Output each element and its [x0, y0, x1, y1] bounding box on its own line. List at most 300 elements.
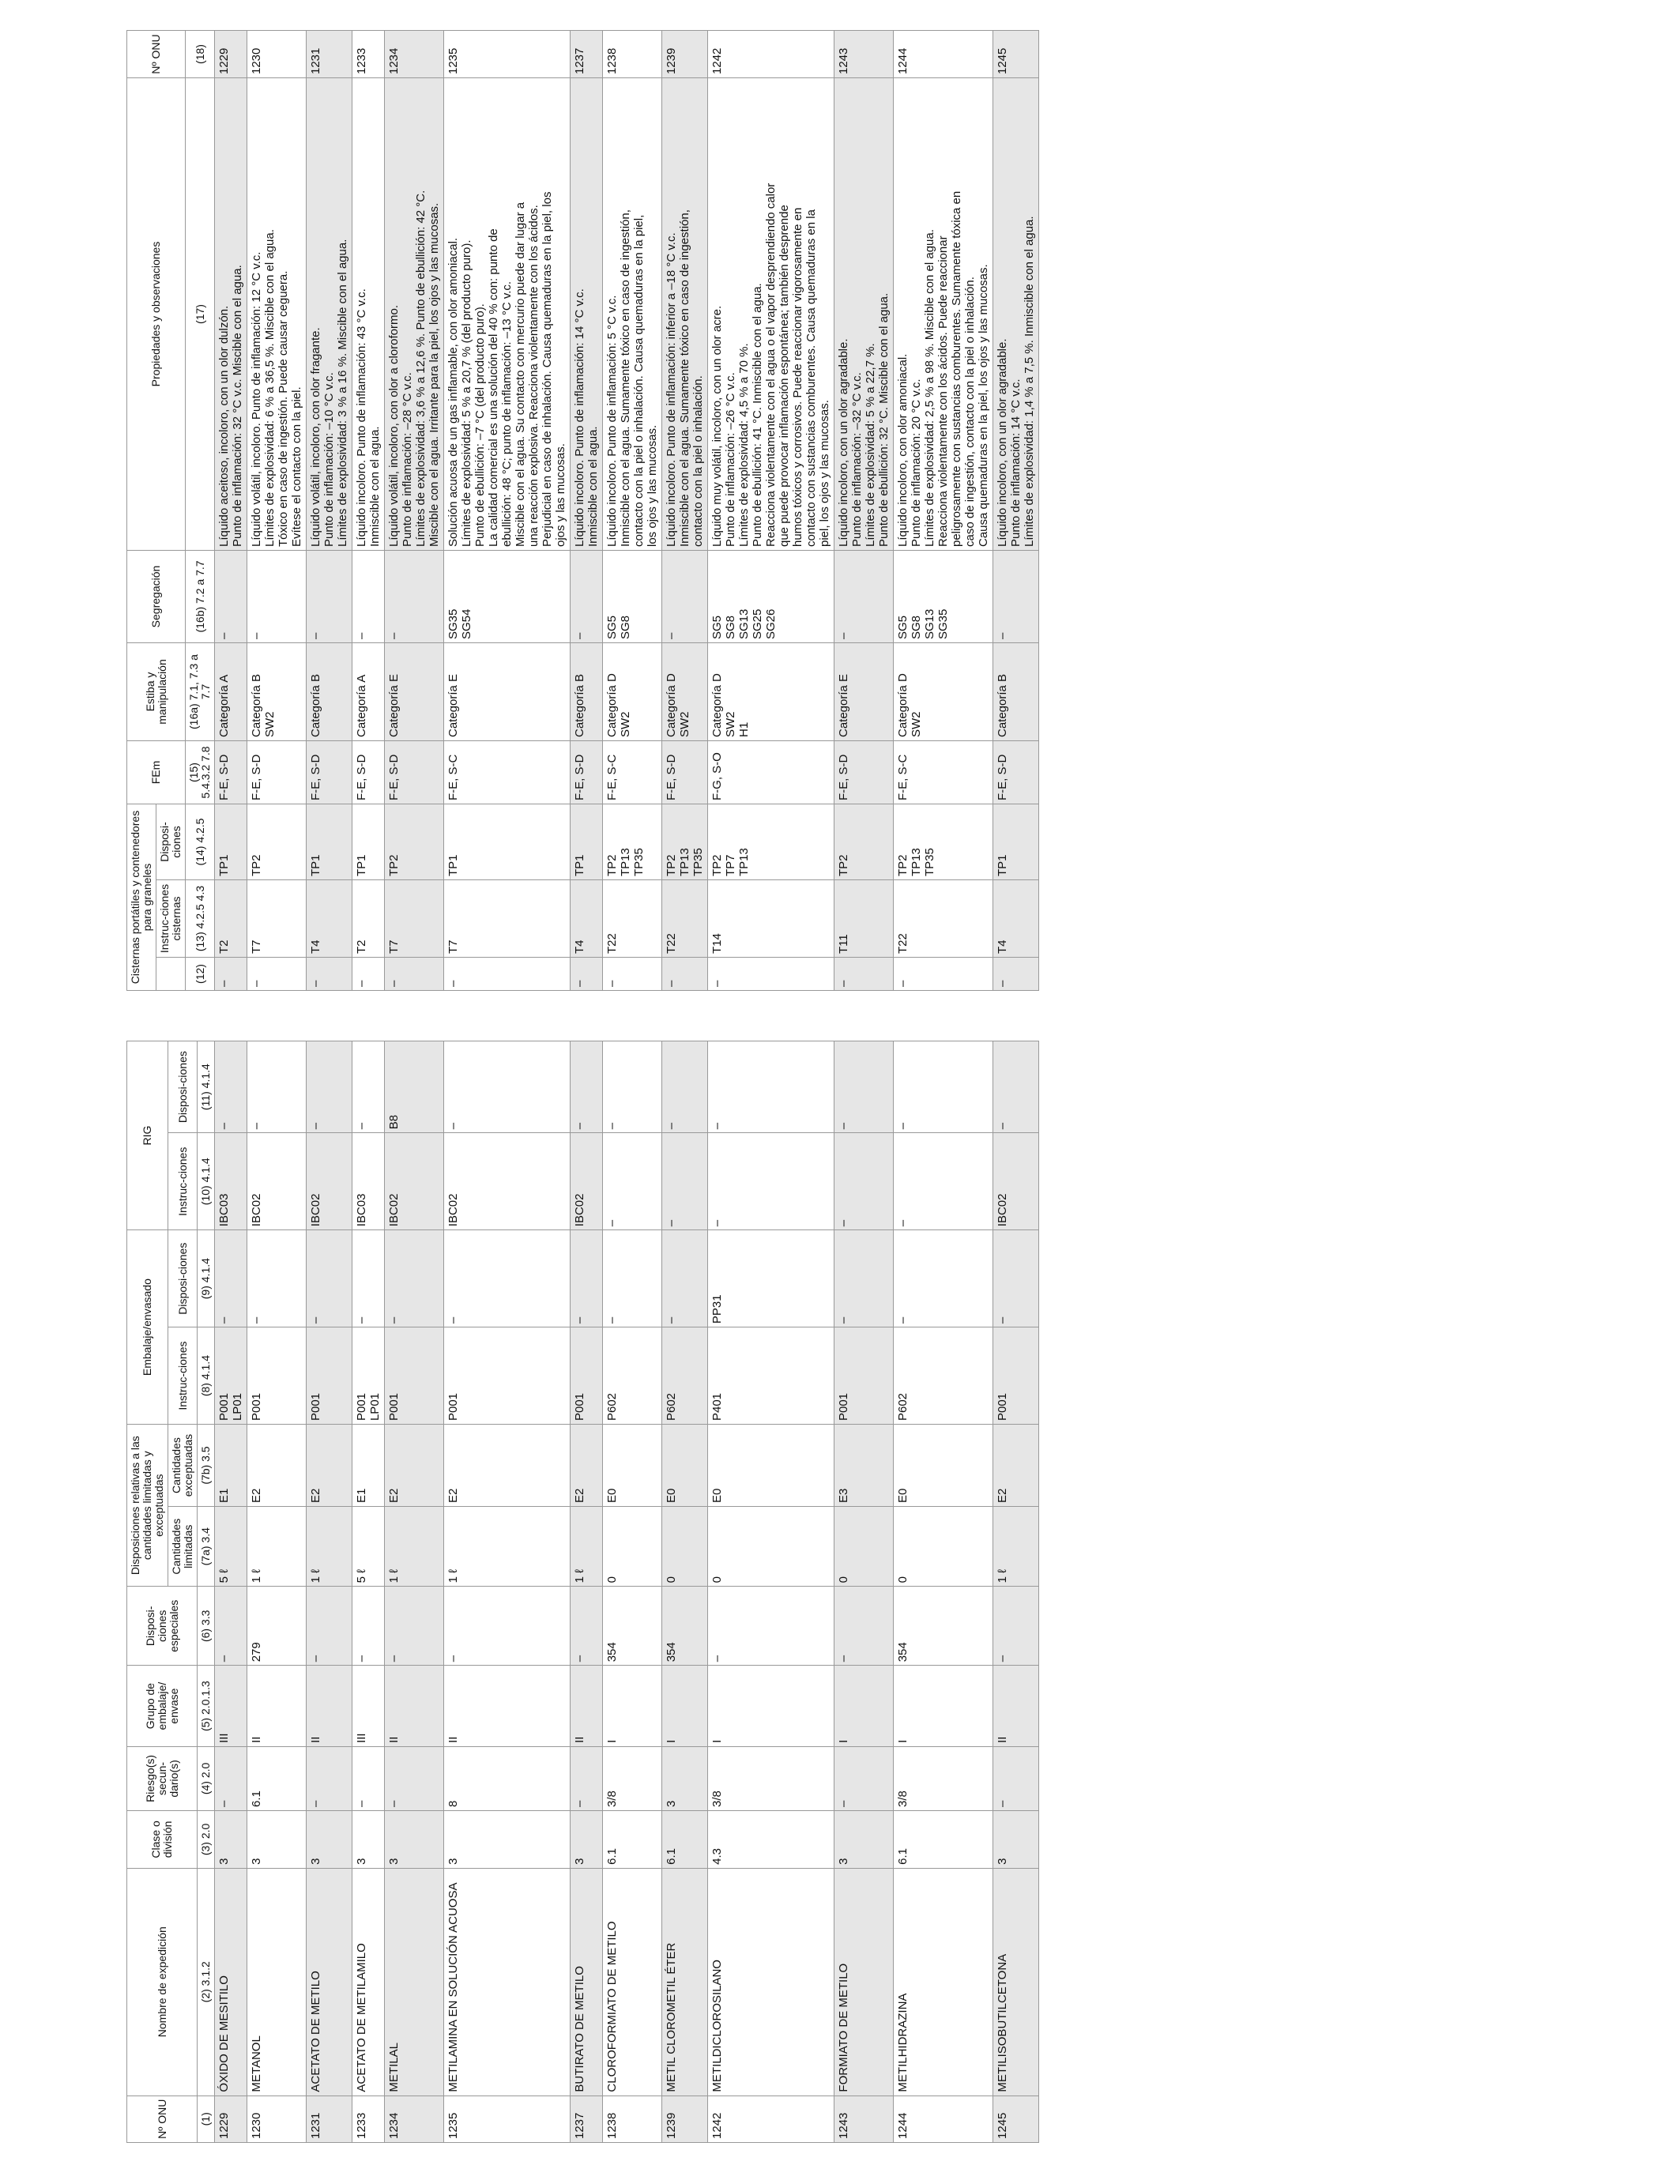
- ibc-instructions: IBC03: [215, 1133, 247, 1230]
- special-provisions: –: [834, 1587, 894, 1666]
- un-number: 1243: [834, 2096, 894, 2142]
- packing-provisions: –: [603, 1230, 662, 1327]
- packing-provisions: –: [385, 1230, 444, 1327]
- un-number: 1245: [993, 31, 1039, 78]
- special-provisions: –: [993, 1587, 1039, 1666]
- limited-quantity: 1 ℓ: [247, 1507, 307, 1587]
- header-rig-disp: Disposi-ciones: [168, 1041, 198, 1133]
- packing-instructions: P602: [662, 1327, 708, 1425]
- column-ref-number: (14) 4.2.5: [186, 804, 215, 880]
- special-provisions: 354: [662, 1587, 708, 1666]
- ibc-instructions: IBC02: [247, 1133, 307, 1230]
- ems: F-E, S-D: [662, 741, 708, 804]
- shipping-name: ACETATO DE METILAMILO: [352, 1868, 385, 2096]
- packing-provisions: –: [894, 1230, 993, 1327]
- un-number: 1238: [603, 2096, 662, 2142]
- stowage-handling: Categoría D SW2 H1: [708, 643, 834, 741]
- table-row: [247, 31, 307, 991]
- table-row: [444, 1041, 571, 2143]
- table-row: [571, 31, 603, 991]
- tank-instructions: T4: [571, 880, 603, 958]
- ibc-provisions: –: [444, 1041, 571, 1133]
- right-table-section: [126, 31, 1039, 991]
- special-provisions: –: [708, 1587, 834, 1666]
- table-row: [603, 31, 662, 991]
- packing-instructions: P001: [385, 1327, 444, 1425]
- properties-observations: Líquido volátil, incoloro. Punto de inflamación: 12 °C v.c. Límites de explosividad: 6 % a 36,5 %. Miscible con el agua. Tóxico en caso de ingestión. Puede causar ceguera. Evítese el contacto con la piel.: [247, 78, 307, 551]
- packing-provisions: –: [834, 1230, 894, 1327]
- tank-provisions: TP1: [444, 804, 571, 880]
- ibc-instructions: –: [834, 1133, 894, 1230]
- packing-provisions: –: [662, 1230, 708, 1327]
- segregation: –: [352, 551, 385, 643]
- packing-instructions: P001: [993, 1327, 1039, 1425]
- packing-group: II: [385, 1666, 444, 1747]
- table-row: [834, 31, 894, 991]
- header-grupo: Grupo de embalaje/ envase: [127, 1666, 198, 1747]
- column-ref-number: (7b) 3.5: [198, 1425, 215, 1507]
- ems: F-E, S-D: [247, 741, 307, 804]
- packing-provisions: –: [307, 1230, 352, 1327]
- column-12: –: [993, 958, 1039, 991]
- column-ref-number: (8) 4.1.4: [198, 1327, 215, 1425]
- tank-provisions: TP1: [571, 804, 603, 880]
- stowage-handling: Categoría A: [352, 643, 385, 741]
- packing-instructions: P001: [247, 1327, 307, 1425]
- stowage-handling: Categoría B: [571, 643, 603, 741]
- segregation: –: [834, 551, 894, 643]
- packing-provisions: –: [247, 1230, 307, 1327]
- ibc-provisions: –: [708, 1041, 834, 1133]
- dangerous-goods-table-left: [126, 1041, 1039, 2143]
- header-name: Nombre de expedición: [127, 1868, 198, 2096]
- un-number: 1234: [385, 2096, 444, 2142]
- class: 6.1: [894, 1810, 993, 1868]
- packing-group: I: [603, 1666, 662, 1747]
- tank-provisions: TP1: [352, 804, 385, 880]
- header-embalaje: Embalaje/envasado: [127, 1230, 168, 1425]
- un-number: 1244: [894, 2096, 993, 2142]
- tank-provisions: TP2: [247, 804, 307, 880]
- tank-instructions: T2: [352, 880, 385, 958]
- table-row: [662, 1041, 708, 2143]
- header-estiba: Estiba y manipulación: [127, 643, 186, 741]
- tank-provisions: TP2 TP13 TP35: [603, 804, 662, 880]
- ems: F-E, S-D: [352, 741, 385, 804]
- ibc-provisions: –: [215, 1041, 247, 1133]
- packing-instructions: P001 LP01: [352, 1327, 385, 1425]
- ibc-instructions: –: [662, 1133, 708, 1230]
- table-row: [385, 31, 444, 991]
- header-cant-lim: Cantidades limitadas: [168, 1507, 198, 1587]
- excepted-quantity: E0: [708, 1425, 834, 1507]
- secondary-risk: 3/8: [894, 1746, 993, 1810]
- shipping-name: METILISOBUTILCETONA: [993, 1868, 1039, 2096]
- class: 3: [571, 1810, 603, 1868]
- class: 3: [352, 1810, 385, 1868]
- secondary-risk: 6.1: [247, 1746, 307, 1810]
- header-fem: FEm: [127, 741, 186, 804]
- column-12: –: [662, 958, 708, 991]
- ibc-instructions: IBC03: [352, 1133, 385, 1230]
- ibc-instructions: –: [708, 1133, 834, 1230]
- properties-observations: Líquido aceitoso, incoloro, con un olor dulzón. Punto de inflamación: 32 °C v.c. Miscible con el agua.: [215, 78, 247, 551]
- un-number: 1237: [571, 31, 603, 78]
- tank-instructions: T4: [993, 880, 1039, 958]
- secondary-risk: 8: [444, 1746, 571, 1810]
- limited-quantity: 1 ℓ: [385, 1507, 444, 1587]
- excepted-quantity: E2: [307, 1425, 352, 1507]
- table-row: [834, 1041, 894, 2143]
- table-row: [708, 31, 834, 991]
- class: 3: [247, 1810, 307, 1868]
- shipping-name: ACETATO DE METILO: [307, 1868, 352, 2096]
- column-12: –: [307, 958, 352, 991]
- column-12: –: [385, 958, 444, 991]
- un-number: 1235: [444, 2096, 571, 2142]
- packing-group: I: [834, 1666, 894, 1747]
- ems: F-E, S-D: [215, 741, 247, 804]
- special-provisions: –: [352, 1587, 385, 1666]
- header-propiedades: Propiedades y observaciones: [127, 78, 186, 551]
- stowage-handling: Categoría B SW2: [247, 643, 307, 741]
- properties-observations: Líquido incoloro. Punto de inflamación: 5 °C v.c. Inmiscible con el agua. Sumamente tóxico en caso de ingestión, contacto con la piel o inhalación. Causa quemaduras en la piel, los ojos y las mucosas.: [603, 78, 662, 551]
- packing-group: II: [307, 1666, 352, 1747]
- packing-instructions: P602: [894, 1327, 993, 1425]
- stowage-handling: Categoría D SW2: [603, 643, 662, 741]
- ibc-provisions: –: [834, 1041, 894, 1133]
- column-ref-number: (13) 4.2.5 4.3: [186, 880, 215, 958]
- tank-instructions: T22: [894, 880, 993, 958]
- tank-instructions: T22: [603, 880, 662, 958]
- segregation: SG35 SG54: [444, 551, 571, 643]
- column-ref-number: (17): [186, 78, 215, 551]
- excepted-quantity: E2: [571, 1425, 603, 1507]
- special-provisions: –: [571, 1587, 603, 1666]
- header-clase: Clase o división: [127, 1810, 198, 1868]
- class: 3: [444, 1810, 571, 1868]
- special-provisions: 354: [894, 1587, 993, 1666]
- un-number: 1229: [215, 2096, 247, 2142]
- limited-quantity: 1 ℓ: [571, 1507, 603, 1587]
- column-12: –: [444, 958, 571, 991]
- ems: F-E, S-C: [894, 741, 993, 804]
- tank-instructions: T2: [215, 880, 247, 958]
- ibc-provisions: –: [894, 1041, 993, 1133]
- un-number: 1244: [894, 31, 993, 78]
- secondary-risk: –: [307, 1746, 352, 1810]
- table-row: [247, 1041, 307, 2143]
- packing-group: I: [894, 1666, 993, 1747]
- segregation: –: [307, 551, 352, 643]
- segregation: SG5 SG8 SG13 SG35: [894, 551, 993, 643]
- shipping-name: BUTIRATO DE METILO: [571, 1868, 603, 2096]
- table-row: [662, 31, 708, 991]
- column-12: –: [708, 958, 834, 991]
- header-un-right: Nº ONU: [127, 31, 186, 78]
- left-table-section: [126, 1041, 1039, 2143]
- excepted-quantity: E2: [444, 1425, 571, 1507]
- column-ref-number: (12): [186, 958, 215, 991]
- excepted-quantity: E3: [834, 1425, 894, 1507]
- ibc-provisions: –: [662, 1041, 708, 1133]
- class: 3: [307, 1810, 352, 1868]
- header-rig-instr: Instruc-ciones: [168, 1133, 198, 1230]
- header-cist-disp: Disposi-ciones: [156, 804, 186, 880]
- un-number: 1231: [307, 31, 352, 78]
- ems: F-E, S-C: [603, 741, 662, 804]
- special-provisions: 279: [247, 1587, 307, 1666]
- table-row: [352, 31, 385, 991]
- column-ref-number: (18): [186, 31, 215, 78]
- table-row: [603, 1041, 662, 2143]
- secondary-risk: –: [215, 1746, 247, 1810]
- ibc-instructions: IBC02: [571, 1133, 603, 1230]
- header-cantidades: Disposiciones relativas a las cantidades limitadas y exceptuadas: [127, 1425, 168, 1587]
- packing-group: III: [215, 1666, 247, 1747]
- un-number: 1242: [708, 31, 834, 78]
- header-cisternas: Cisternas portátiles y contenedores para graneles: [127, 804, 156, 991]
- excepted-quantity: E0: [603, 1425, 662, 1507]
- shipping-name: METANOL: [247, 1868, 307, 2096]
- secondary-risk: 3/8: [708, 1746, 834, 1810]
- segregation: –: [247, 551, 307, 643]
- properties-observations: Líquido muy volátil, incoloro, con un olor acre. Punto de inflamación: –26 °C v.c. Límites de explosividad: 4,5 % a 70 %. Punto de ebullición: 41 °C. Inmiscible con el agua. Reacciona violentamente con el agua o el vapor desprendiendo calor que puede provocar inflamación espontánea; también desprende humos tóxicos y corrosivos. Puede reaccionar vigorosamente en contacto con sustancias comburentes. Causa quemaduras en la piel, los ojos y las mucosas.: [708, 78, 834, 551]
- ems: F-E, S-C: [444, 741, 571, 804]
- column-ref-number: (4) 2.0: [198, 1746, 215, 1810]
- un-number: 1230: [247, 2096, 307, 2142]
- tank-provisions: TP1: [307, 804, 352, 880]
- ibc-provisions: B8: [385, 1041, 444, 1133]
- table-row: [993, 31, 1039, 991]
- special-provisions: –: [385, 1587, 444, 1666]
- ems: F-E, S-D: [307, 741, 352, 804]
- shipping-name: METILAMINA EN SOLUCIÓN ACUOSA: [444, 1868, 571, 2096]
- properties-observations: Líquido incoloro, con olor amoniacal. Punto de inflamación: 20 °C v.c. Límites de explosividad: 2,5 % a 98 %. Miscible con el agua. Reacciona violentamente con los ácidos. Puede reaccionar peligrosamente con sustancias comburentes. Sumamente tóxica en caso de ingestión, contacto con la piel o inhalación. Causa quemaduras en la piel, los ojos y las mucosas.: [894, 78, 993, 551]
- tank-instructions: T7: [444, 880, 571, 958]
- class: 6.1: [603, 1810, 662, 1868]
- properties-observations: Líquido incoloro. Punto de inflamación: inferior a –18 °C v.c. Inmiscible con el agua. Sumamente tóxico en caso de ingestión, contacto con la piel o inhalación.: [662, 78, 708, 551]
- header-cist-instr: Instruc-ciones cisternas: [156, 880, 186, 958]
- packing-instructions: P001: [444, 1327, 571, 1425]
- properties-observations: Líquido volátil, incoloro, con olor fragante. Punto de inflamación: –10 °C v.c. Límites de explosividad: 3 % a 16 %. Miscible con el agua.: [307, 78, 352, 551]
- secondary-risk: –: [385, 1746, 444, 1810]
- segregation: –: [993, 551, 1039, 643]
- un-number: 1229: [215, 31, 247, 78]
- stowage-handling: Categoría D SW2: [894, 643, 993, 741]
- column-12: –: [247, 958, 307, 991]
- packing-instructions: P001: [834, 1327, 894, 1425]
- packing-group: II: [247, 1666, 307, 1747]
- packing-provisions: –: [993, 1230, 1039, 1327]
- secondary-risk: 3/8: [603, 1746, 662, 1810]
- packing-group: I: [708, 1666, 834, 1747]
- table-row: [571, 1041, 603, 2143]
- class: 6.1: [662, 1810, 708, 1868]
- packing-instructions: P001 LP01: [215, 1327, 247, 1425]
- packing-group: II: [571, 1666, 603, 1747]
- packing-group: II: [993, 1666, 1039, 1747]
- stowage-handling: Categoría E: [834, 643, 894, 741]
- header-riesgo: Riesgo(s) secun-dario(s): [127, 1746, 198, 1810]
- properties-observations: Líquido incoloro, con un olor agradable. Punto de inflamación: 14 °C v.c. Límites de explosividad: 1,4 % a 7,5 %. Inmiscible con el agua.: [993, 78, 1039, 551]
- segregation: SG5 SG8: [603, 551, 662, 643]
- column-ref-number: (3) 2.0: [198, 1810, 215, 1868]
- properties-observations: Líquido incoloro, con un olor agradable. Punto de inflamación: –32 °C v.c. Límites de explosividad: 5 % a 22,7 %. Punto de ebullición: 32 °C. Miscible con el agua.: [834, 78, 894, 551]
- header-blank-12: [156, 958, 186, 991]
- un-number: 1233: [352, 31, 385, 78]
- tank-provisions: TP2: [834, 804, 894, 880]
- shipping-name: CLOROFORMIATO DE METILO: [603, 1868, 662, 2096]
- excepted-quantity: E0: [894, 1425, 993, 1507]
- packing-group: III: [352, 1666, 385, 1747]
- ibc-provisions: –: [307, 1041, 352, 1133]
- excepted-quantity: E1: [352, 1425, 385, 1507]
- limited-quantity: 5 ℓ: [215, 1507, 247, 1587]
- tank-instructions: T7: [385, 880, 444, 958]
- packing-instructions: P001: [307, 1327, 352, 1425]
- shipping-name: METILHIDRAZINA: [894, 1868, 993, 2096]
- segregation: –: [571, 551, 603, 643]
- class: 3: [385, 1810, 444, 1868]
- shipping-name: FORMIATO DE METILO: [834, 1868, 894, 2096]
- un-number: 1233: [352, 2096, 385, 2142]
- ibc-provisions: –: [993, 1041, 1039, 1133]
- class: 3: [834, 1810, 894, 1868]
- table-row: [894, 31, 993, 991]
- tank-provisions: TP1: [215, 804, 247, 880]
- excepted-quantity: E0: [662, 1425, 708, 1507]
- column-ref-number: (2) 3.1.2: [198, 1868, 215, 2096]
- packing-instructions: P602: [603, 1327, 662, 1425]
- ibc-provisions: –: [603, 1041, 662, 1133]
- header-un: Nº ONU: [127, 2096, 198, 2142]
- column-ref-number: (5) 2.0.1.3: [198, 1666, 215, 1747]
- packing-provisions: –: [352, 1230, 385, 1327]
- un-number: 1245: [993, 2096, 1039, 2142]
- shipping-name: ÓXIDO DE MESITILO: [215, 1868, 247, 2096]
- excepted-quantity: E2: [385, 1425, 444, 1507]
- stowage-handling: Categoría A: [215, 643, 247, 741]
- un-number: 1239: [662, 31, 708, 78]
- header-rig: RIG: [127, 1041, 168, 1230]
- limited-quantity: 1 ℓ: [444, 1507, 571, 1587]
- ems: F-E, S-D: [834, 741, 894, 804]
- un-number: 1239: [662, 2096, 708, 2142]
- header-emb-instr: Instruc-ciones: [168, 1327, 198, 1425]
- stowage-handling: Categoría B: [993, 643, 1039, 741]
- segregation: –: [385, 551, 444, 643]
- packing-provisions: –: [444, 1230, 571, 1327]
- excepted-quantity: E1: [215, 1425, 247, 1507]
- column-12: –: [352, 958, 385, 991]
- table-row: [444, 31, 571, 991]
- limited-quantity: 0: [662, 1507, 708, 1587]
- packing-instructions: P001: [571, 1327, 603, 1425]
- packing-instructions: P401: [708, 1327, 834, 1425]
- shipping-name: METIL CLOROMETIL ÉTER: [662, 1868, 708, 2096]
- limited-quantity: 0: [894, 1507, 993, 1587]
- stowage-handling: Categoría E: [444, 643, 571, 741]
- table-row: [708, 1041, 834, 2143]
- properties-observations: Solución acuosa de un gas inflamable, con olor amoniacal. Límites de explosividad: 5 % a 20,7 % (del producto puro). Punto de ebullición: –7 °C (del producto puro). La calidad comercial es una solución del 40 % con: punto de ebullición: 48 °C; punto de inflamación: –13 °C v.c. Miscible con el agua. Su contacto con mercurio puede dar lugar a una reacción explosiva. Reacciona violentamente con los ácidos. Perjudicial en caso de inhalación. Causa quemaduras en la piel, los ojos y las mucosas.: [444, 78, 571, 551]
- tank-provisions: TP2 TP13 TP35: [662, 804, 708, 880]
- properties-observations: Líquido incoloro. Punto de inflamación: 43 °C v.c. Inmiscible con el agua.: [352, 78, 385, 551]
- un-number: 1242: [708, 2096, 834, 2142]
- table-row: [894, 1041, 993, 2143]
- tank-instructions: T11: [834, 880, 894, 958]
- special-provisions: –: [307, 1587, 352, 1666]
- ibc-instructions: IBC02: [307, 1133, 352, 1230]
- packing-provisions: –: [571, 1230, 603, 1327]
- tank-instructions: T4: [307, 880, 352, 958]
- segregation: –: [215, 551, 247, 643]
- un-number: 1235: [444, 31, 571, 78]
- column-ref-number: (9) 4.1.4: [198, 1230, 215, 1327]
- tank-instructions: T22: [662, 880, 708, 958]
- un-number: 1243: [834, 31, 894, 78]
- tank-provisions: TP2: [385, 804, 444, 880]
- header-disp-esp: Disposi-ciones especiales: [127, 1587, 198, 1666]
- ems: F-E, S-D: [571, 741, 603, 804]
- packing-provisions: –: [215, 1230, 247, 1327]
- shipping-name: METILDICLOROSILANO: [708, 1868, 834, 2096]
- column-12: –: [215, 958, 247, 991]
- ibc-instructions: IBC02: [385, 1133, 444, 1230]
- class: 3: [215, 1810, 247, 1868]
- shipping-name: METILAL: [385, 1868, 444, 2096]
- header-cant-exc: Cantidades exceptuadas: [168, 1425, 198, 1507]
- secondary-risk: 3: [662, 1746, 708, 1810]
- un-number: 1238: [603, 31, 662, 78]
- un-number: 1231: [307, 2096, 352, 2142]
- tank-instructions: T14: [708, 880, 834, 958]
- limited-quantity: 5 ℓ: [352, 1507, 385, 1587]
- table-row: [352, 1041, 385, 2143]
- ems: F-G, S-O: [708, 741, 834, 804]
- stowage-handling: Categoría D SW2: [662, 643, 708, 741]
- header-emb-disp: Disposi-ciones: [168, 1230, 198, 1327]
- column-ref-number: (15) 5.4.3.2 7.8: [186, 741, 215, 804]
- column-ref-number: (1): [198, 2096, 215, 2142]
- ibc-provisions: –: [247, 1041, 307, 1133]
- secondary-risk: –: [993, 1746, 1039, 1810]
- properties-observations: Líquido incoloro. Punto de inflamación: 14 °C v.c. Inmiscible con el agua.: [571, 78, 603, 551]
- table-row: [385, 1041, 444, 2143]
- dangerous-goods-table-right: [126, 30, 1039, 991]
- ems: F-E, S-D: [385, 741, 444, 804]
- un-number: 1234: [385, 31, 444, 78]
- table-row: [215, 1041, 247, 2143]
- column-ref-number: (6) 3.3: [198, 1587, 215, 1666]
- ibc-provisions: –: [571, 1041, 603, 1133]
- ems: F-E, S-D: [993, 741, 1039, 804]
- table-row: [307, 1041, 352, 2143]
- special-provisions: –: [215, 1587, 247, 1666]
- segregation: –: [662, 551, 708, 643]
- segregation: SG5 SG8 SG13 SG25 SG26: [708, 551, 834, 643]
- special-provisions: 354: [603, 1587, 662, 1666]
- column-12: –: [571, 958, 603, 991]
- column-12: –: [834, 958, 894, 991]
- column-12: –: [894, 958, 993, 991]
- properties-observations: Líquido volátil, incoloro, con olor a cloroformo. Punto de inflamación: –28 °C v.c. Límites de explosividad: 3,6 % a 12,6 %. Punto de ebullición: 42 °C. Miscible con el agua. Irritante para la piel, los ojos y las mucosas.: [385, 78, 444, 551]
- ibc-instructions: IBC02: [444, 1133, 571, 1230]
- class: 4.3: [708, 1810, 834, 1868]
- limited-quantity: 0: [834, 1507, 894, 1587]
- column-ref-number: (11) 4.1.4: [198, 1041, 215, 1133]
- un-number: 1237: [571, 2096, 603, 2142]
